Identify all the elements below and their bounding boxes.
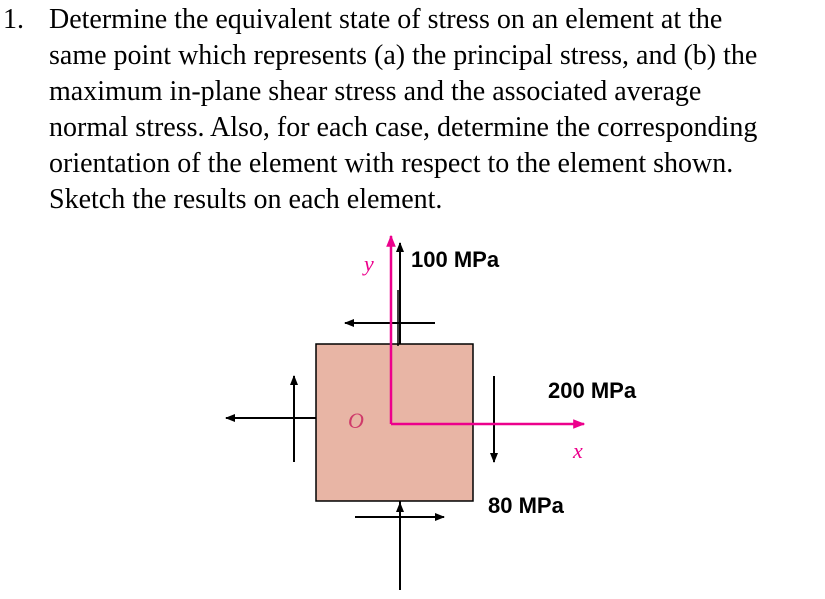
problem-number: 1.	[3, 4, 24, 35]
problem-line-6: Sketch the results on each element.	[49, 184, 443, 215]
stress-element	[316, 344, 473, 501]
shear-stress-label: 80 MPa	[488, 493, 564, 518]
problem-line-3: maximum in-plane shear stress and the associated average	[49, 76, 702, 107]
problem-line-4: normal stress. Also, for each case, determine the corresponding	[49, 112, 758, 143]
y-axis-label: y	[364, 251, 374, 276]
top-stress-label: 100 MPa	[411, 247, 500, 272]
problem-line-5: orientation of the element with respect to the element shown.	[49, 148, 734, 179]
origin-label: O	[348, 408, 364, 433]
right-stress-label: 200 MPa	[548, 378, 637, 403]
x-axis-label: x	[573, 438, 583, 463]
problem-line-1: Determine the equivalent state of stress on an element at the	[49, 4, 723, 35]
problem-line-2: same point which represents (a) the principal stress, and (b) the	[49, 40, 758, 71]
